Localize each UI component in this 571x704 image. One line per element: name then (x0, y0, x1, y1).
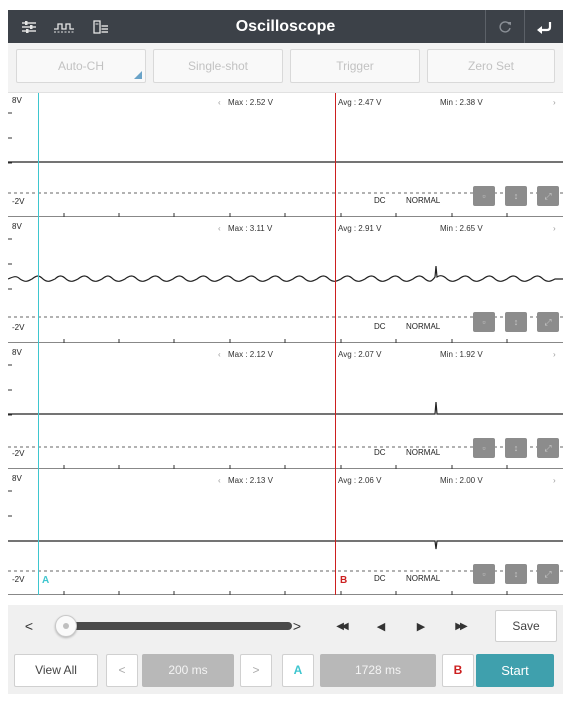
timeline-slider-knob[interactable] (55, 615, 77, 637)
channel-waveform (8, 541, 563, 549)
oscilloscope-plot-area[interactable] (8, 93, 563, 605)
cursor-a-line[interactable] (38, 93, 39, 595)
scroll-right-icon: › (553, 224, 556, 233)
title-bar (8, 10, 563, 43)
min-value: Min : 1.92 V (440, 350, 483, 359)
cursor-a-button[interactable]: A (282, 654, 314, 687)
coupling-label: DC (374, 448, 386, 457)
page-title: Oscilloscope (235, 18, 336, 35)
trigger-mode-label: NORMAL (406, 574, 441, 583)
avg-value: Avg : 2.07 V (338, 350, 382, 359)
channel-scale-icon[interactable]: ↕ (505, 186, 527, 206)
scale-max-label: 8V (12, 222, 22, 231)
expand-icon[interactable]: ⤢ (537, 312, 559, 332)
file-list-icon[interactable] (88, 10, 114, 43)
trigger-mode-label: NORMAL (406, 322, 441, 331)
scroll-right-icon: › (553, 476, 556, 485)
channel-controls (473, 438, 559, 458)
avg-value: Avg : 2.06 V (338, 476, 382, 485)
coupling-label: DC (374, 322, 386, 331)
scale-max-label: 8V (12, 474, 22, 483)
scale-min-label: -2V (12, 197, 25, 206)
scale-min-label: -2V (12, 575, 25, 584)
min-value: Min : 2.00 V (440, 476, 483, 485)
channel-scale-icon[interactable]: ↕ (505, 564, 527, 584)
max-value: Max : 2.52 V (228, 98, 273, 107)
toolbar (8, 43, 563, 93)
back-return-icon[interactable] (525, 10, 563, 43)
expand-icon[interactable]: ⤢ (537, 186, 559, 206)
scroll-right-button[interactable]: > (292, 618, 302, 634)
scroll-left-button[interactable]: < (24, 618, 34, 634)
avg-value: Avg : 2.47 V (338, 98, 382, 107)
cursor-delta-value: 1728 ms (320, 654, 436, 687)
scale-max-label: 8V (12, 348, 22, 357)
start-button[interactable]: Start (476, 654, 554, 687)
min-value: Min : 2.65 V (440, 224, 483, 233)
coupling-label: DC (374, 574, 386, 583)
time-per-div-value: 200 ms (142, 654, 234, 687)
channel-waveform (8, 266, 563, 281)
channel-panel[interactable] (8, 219, 563, 343)
auto-ch-button[interactable] (16, 49, 146, 83)
min-value: Min : 2.38 V (440, 98, 483, 107)
settings-sliders-icon[interactable] (16, 10, 42, 43)
max-value: Max : 3.11 V (228, 224, 273, 233)
scroll-left-icon: ‹ (218, 350, 221, 359)
channel-controls (473, 186, 559, 206)
step-back-icon[interactable]: ◀ (376, 620, 386, 633)
channel-panel[interactable] (8, 345, 563, 469)
scroll-left-icon: ‹ (218, 224, 221, 233)
scale-min-label: -2V (12, 449, 25, 458)
avg-value: Avg : 2.91 V (338, 224, 382, 233)
channel-controls (473, 312, 559, 332)
scroll-right-icon: › (553, 98, 556, 107)
expand-icon[interactable]: ⤢ (537, 564, 559, 584)
channel-waveform (8, 402, 563, 414)
channel-panel[interactable] (8, 93, 563, 217)
coupling-label: DC (374, 196, 386, 205)
time-increase-button[interactable]: > (240, 654, 272, 687)
trigger-mode-label: NORMAL (406, 196, 441, 205)
channel-settings-icon[interactable]: ▫ (473, 312, 495, 332)
time-decrease-button[interactable]: < (106, 654, 138, 687)
scale-max-label: 8V (12, 96, 22, 105)
cursor-a-label: A (42, 575, 50, 586)
dropdown-corner-icon (134, 71, 142, 79)
max-value: Max : 2.13 V (228, 476, 273, 485)
bottom-bar (8, 647, 563, 694)
navigation-bar (8, 605, 563, 647)
cursor-b-label: B (340, 575, 348, 586)
max-value: Max : 2.12 V (228, 350, 273, 359)
channel-settings-icon[interactable]: ▫ (473, 438, 495, 458)
channel-settings-icon[interactable]: ▫ (473, 564, 495, 584)
timeline-slider-track[interactable] (62, 622, 292, 630)
trigger-mode-label: NORMAL (406, 448, 441, 457)
step-forward-icon[interactable]: ▶ (416, 620, 426, 633)
zero-set-button[interactable]: Zero Set (427, 49, 555, 83)
single-shot-button[interactable]: Single-shot (153, 49, 283, 83)
channel-controls (473, 564, 559, 584)
channel-panel[interactable] (8, 471, 563, 595)
scroll-right-icon: › (553, 350, 556, 359)
scroll-left-icon: ‹ (218, 98, 221, 107)
refresh-icon[interactable] (486, 10, 524, 43)
channel-scale-icon[interactable]: ↕ (505, 312, 527, 332)
save-button[interactable]: Save (495, 610, 557, 642)
scroll-left-icon: ‹ (218, 476, 221, 485)
scale-min-label: -2V (12, 323, 25, 332)
cursor-b-button[interactable]: B (442, 654, 474, 687)
waveform-measure-icon[interactable] (50, 10, 78, 43)
auto-ch-label: Auto-CH (57, 59, 104, 73)
fast-forward-icon[interactable]: ▶▶ (455, 620, 465, 632)
trigger-button[interactable]: Trigger (290, 49, 420, 83)
view-all-button[interactable]: View All (14, 654, 98, 687)
cursor-b-line[interactable] (335, 93, 336, 595)
expand-icon[interactable]: ⤢ (537, 438, 559, 458)
channel-scale-icon[interactable]: ↕ (505, 438, 527, 458)
channel-settings-icon[interactable]: ▫ (473, 186, 495, 206)
fast-back-icon[interactable]: ◀◀ (336, 620, 346, 632)
